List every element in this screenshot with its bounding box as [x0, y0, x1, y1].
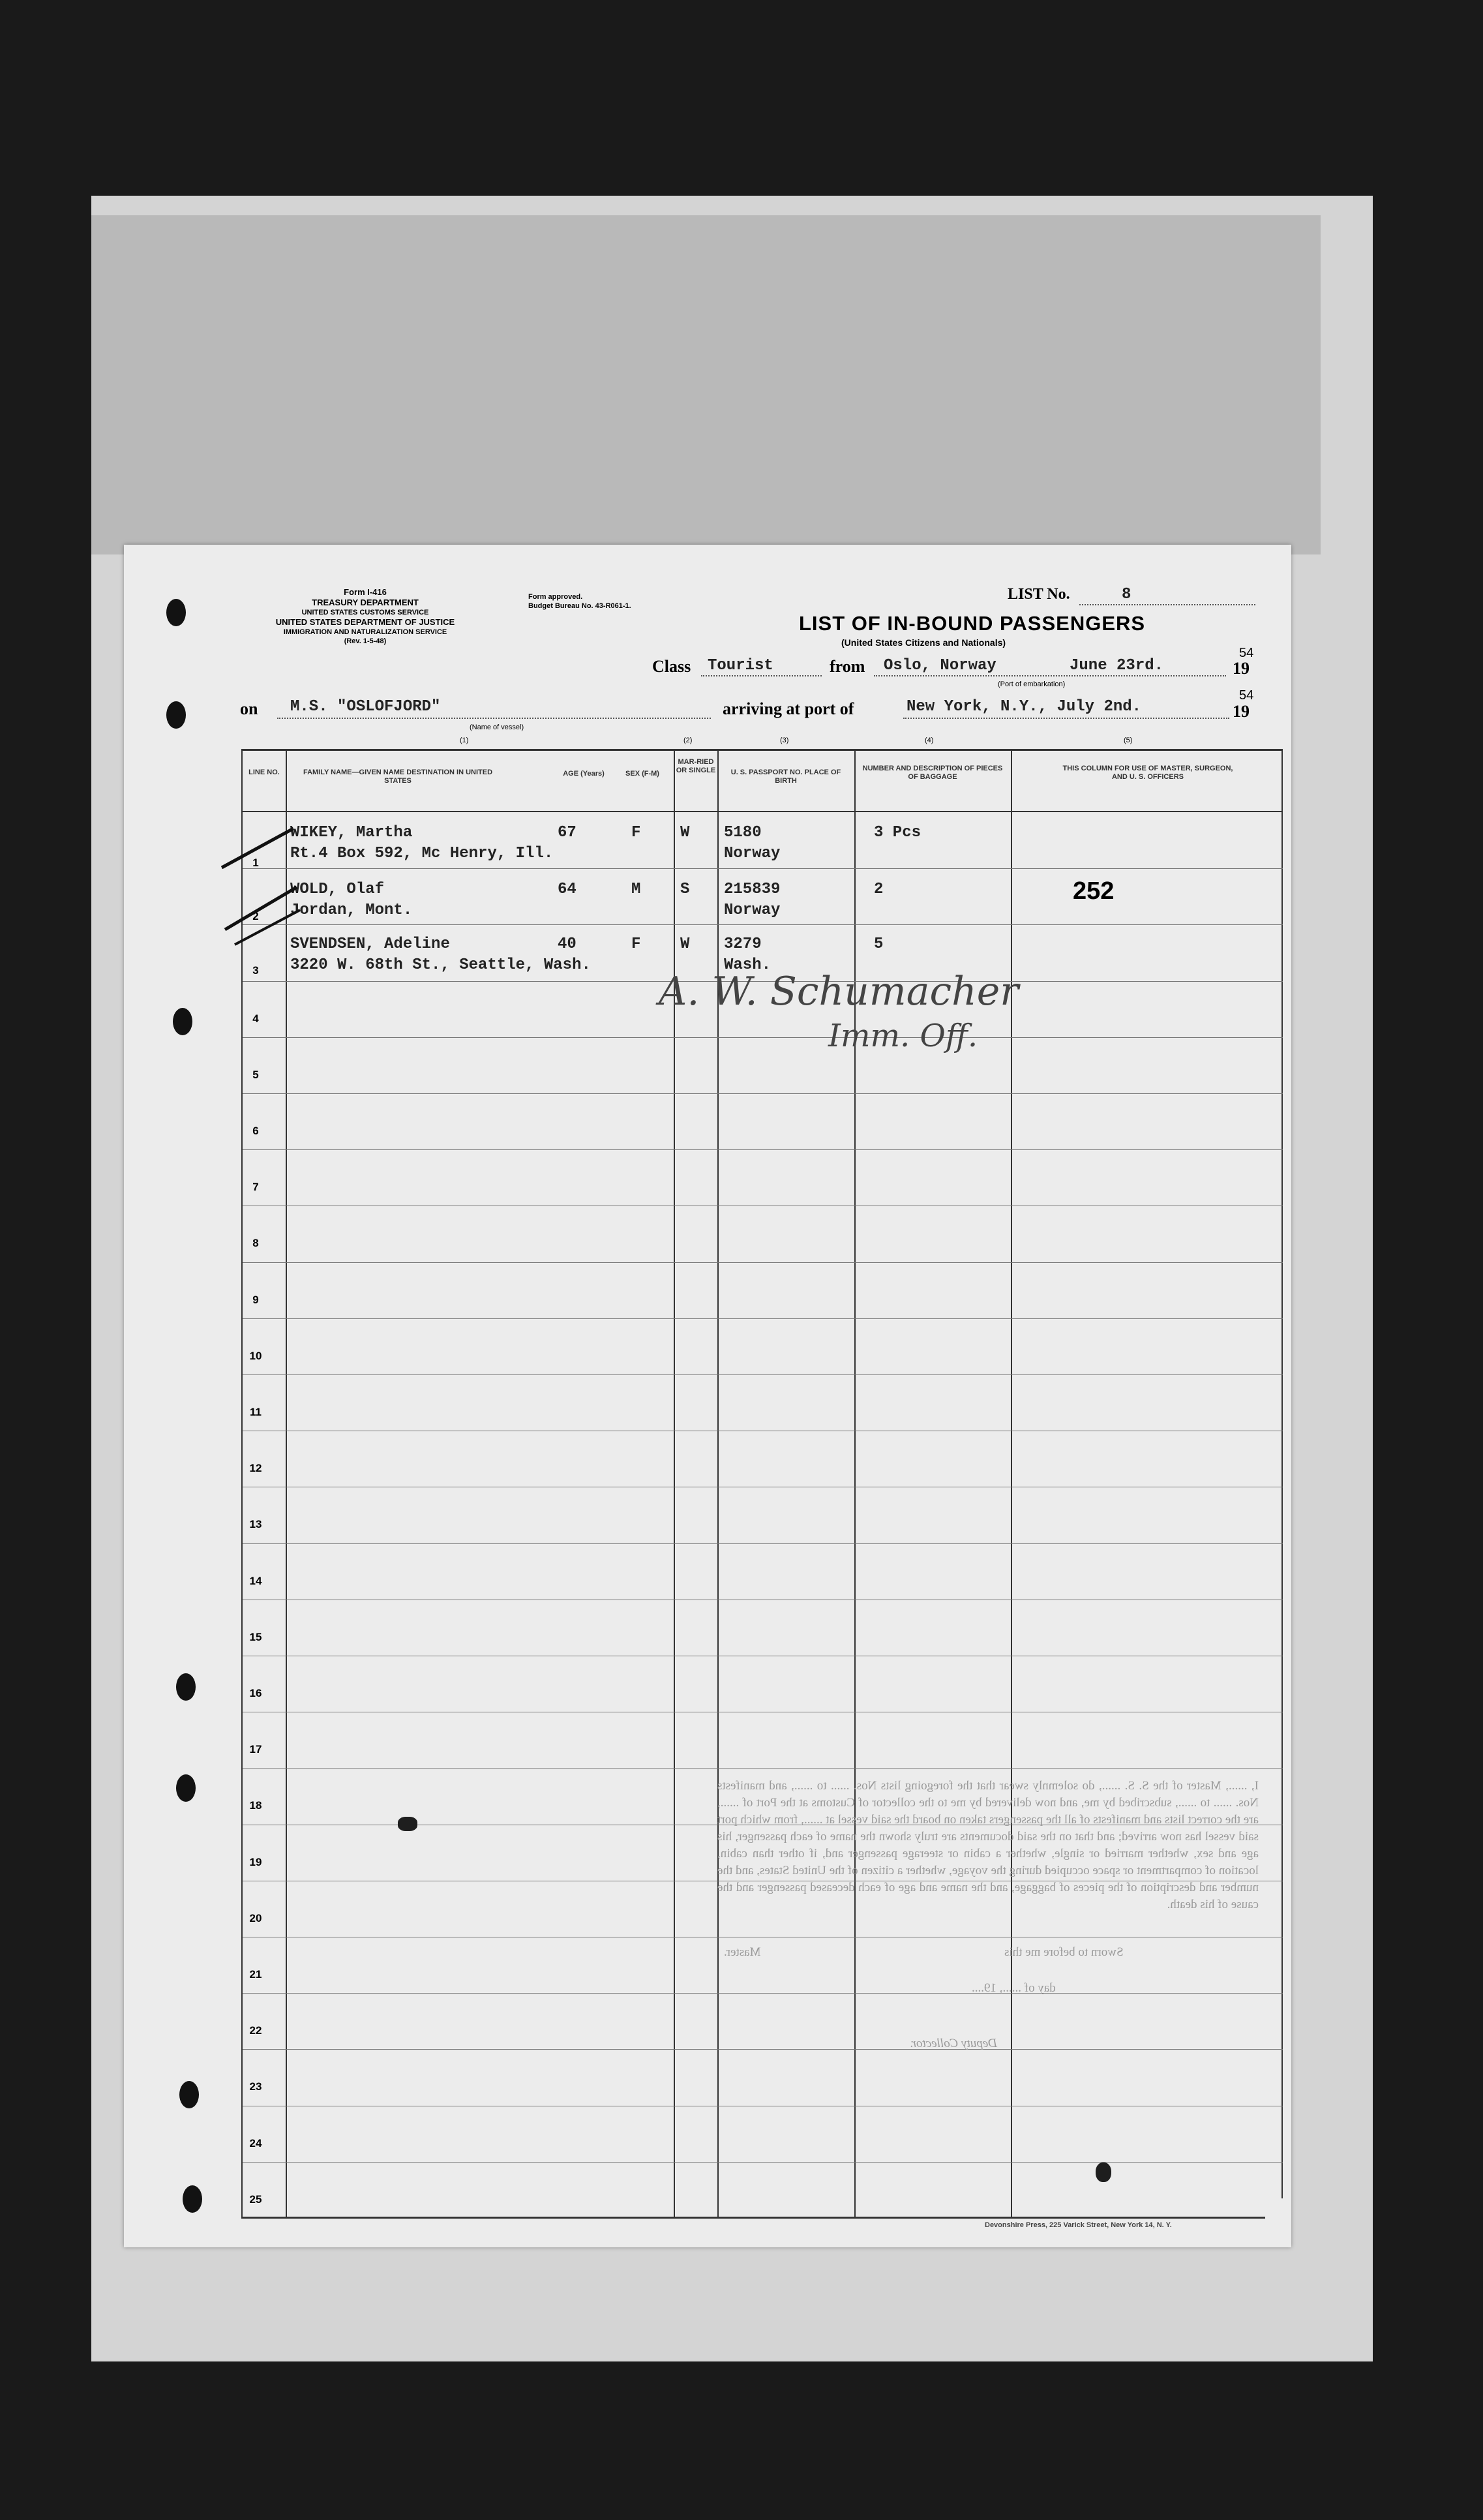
- row-rule: [243, 1374, 1283, 1375]
- embark-port: Oslo, Norway: [884, 657, 996, 675]
- line-number: 17: [249, 1743, 262, 1755]
- vessel-name: M.S. "OSLOFJORD": [290, 698, 441, 716]
- form-number: Form I-416: [344, 587, 387, 597]
- customs-service: UNITED STATES CUSTOMS SERVICE: [301, 609, 429, 616]
- vessel-line: [277, 718, 711, 719]
- line-number: 7: [252, 1181, 259, 1193]
- year-1: 54: [1239, 646, 1254, 660]
- arrival-port: New York, N.Y., July 2nd.: [906, 698, 1142, 716]
- col-number-5: (5): [1124, 736, 1133, 744]
- row-rule: [243, 2049, 1283, 2050]
- line-number: 4: [252, 1012, 259, 1025]
- year-2: 54: [1239, 688, 1254, 703]
- form-title: LIST OF IN-BOUND PASSENGERS: [799, 612, 1146, 635]
- line-number: 13: [249, 1518, 262, 1530]
- passenger-age: 40: [558, 935, 577, 953]
- row-rule: [243, 1093, 1283, 1094]
- binder-hole: [166, 701, 186, 729]
- class-label: Class: [652, 657, 691, 676]
- col-header-name: FAMILY NAME—GIVEN NAME DESTINATION IN UNITED STATES: [303, 768, 493, 785]
- oath-day: day of ......, 19....: [972, 1981, 1056, 1995]
- row-rule: [243, 1149, 1283, 1150]
- passenger-married: S: [680, 881, 690, 898]
- approval-block: [528, 592, 631, 611]
- ins-service: IMMIGRATION AND NATURALIZATION SERVICE: [283, 628, 447, 636]
- passenger-baggage: 3 Pcs: [874, 824, 921, 842]
- line-number: 1: [252, 857, 259, 869]
- form-approved: Form approved.: [528, 593, 583, 601]
- officer-signature: A. W. Schumacher: [659, 969, 1019, 1014]
- passenger-baggage: 5: [874, 935, 884, 953]
- col-number-3: (3): [780, 736, 789, 744]
- line-number: 20: [249, 1912, 262, 1924]
- col-number-1: (1): [460, 736, 469, 744]
- ink-blot: [398, 1817, 417, 1831]
- binder-hole: [176, 1774, 196, 1802]
- class-value: Tourist: [708, 657, 773, 675]
- passenger-destination: Rt.4 Box 592, Mc Henry, Ill.: [290, 845, 554, 862]
- list-no-value: 8: [1122, 586, 1131, 603]
- line-number: 10: [249, 1350, 262, 1362]
- passenger-age: 64: [558, 881, 577, 898]
- manifest-sheet: [124, 545, 1291, 2247]
- treasury-dept: TREASURY DEPARTMENT: [312, 598, 419, 607]
- row-rule: [243, 924, 1283, 925]
- line-number: 22: [249, 2024, 262, 2037]
- list-no-line: [1079, 604, 1255, 605]
- passenger-sex: F: [631, 935, 641, 953]
- overlapping-page: [91, 215, 1321, 554]
- form-agency-block: [248, 587, 483, 646]
- col-header-sex: SEX (F-M): [625, 770, 659, 778]
- line-number: 16: [249, 1687, 262, 1699]
- passenger-birthplace: Norway: [724, 845, 781, 862]
- printer-imprint: Devonshire Press, 225 Varick Street, New York 14, N. Y.: [985, 2221, 1172, 2229]
- form-revision: (Rev. 1-5-48): [344, 637, 387, 645]
- passenger-age: 67: [558, 824, 577, 842]
- departure-date: June 23rd.: [1070, 657, 1164, 675]
- col-header-officers: THIS COLUMN FOR USE OF MASTER, SURGEON, AND U. S. OFFICERS: [1062, 765, 1233, 781]
- ink-blot: [1096, 2163, 1111, 2182]
- line-number: 21: [249, 1968, 262, 1981]
- binder-hole: [166, 599, 186, 626]
- col-header-passport: U. S. PASSPORT NO. PLACE OF BIRTH: [730, 768, 841, 785]
- year-prefix-1: 19: [1233, 659, 1250, 678]
- col-header-age: AGE (Years): [563, 770, 605, 778]
- binder-hole: [179, 2081, 199, 2108]
- oath-deputy: Deputy Collector.: [910, 2037, 998, 2050]
- line-number: 11: [250, 1406, 262, 1418]
- passenger-destination: Jordan, Mont.: [290, 902, 413, 919]
- line-number: 6: [252, 1125, 259, 1137]
- from-line: [874, 675, 1226, 676]
- line-number: 18: [249, 1799, 262, 1812]
- passenger-sex: F: [631, 824, 641, 842]
- justice-dept: UNITED STATES DEPARTMENT OF JUSTICE: [275, 617, 455, 627]
- col-divider: [286, 750, 287, 2218]
- passenger-married: W: [680, 824, 690, 842]
- officer-number: 252: [1073, 877, 1115, 905]
- line-number: 15: [249, 1631, 262, 1643]
- passenger-sex: M: [631, 881, 641, 898]
- port-embark-note: (Port of embarkation): [998, 680, 1066, 688]
- passenger-name: WIKEY, Martha: [290, 824, 413, 842]
- oath-text: I, ......, Master of the S. S. ......, do solemnly swear that the foregoing lists Nos. ...... to ......, and manifests Nos. ...... to ......, subscribed by me, and now delivered by me to the collector of Customs at the Port of ......, are the correct lists and manifests of all the passengers taken on board the said vessel at ......, from which port said vessel has now arrived; and that on the said documents are truly shown the name of each passenger, his age and sex, whether married or single, whether a cabin or steerage passenger and, if other than cabin, location of compartment or space occupied during the voyage, whether a citizen of the United States, and the number and description of the pieces of baggage, and the name and age of each deceased passenger and the cause of his death.: [717, 1779, 1259, 1911]
- binder-hole: [183, 2185, 202, 2213]
- passenger-birthplace: Norway: [724, 902, 781, 919]
- passenger-destination: 3220 W. 68th St., Seattle, Wash.: [290, 956, 591, 974]
- binder-hole: [173, 1008, 192, 1035]
- col-header-line: LINE NO.: [248, 768, 280, 776]
- passenger-passport: 5180: [724, 824, 762, 842]
- row-rule: [243, 1318, 1283, 1319]
- year-prefix-2: 19: [1233, 702, 1250, 721]
- row-rule: [243, 1543, 1283, 1544]
- binder-hole: [176, 1673, 196, 1701]
- arriving-label: arriving at port of: [723, 699, 854, 718]
- col-divider: [1281, 750, 1283, 2198]
- on-label: on: [240, 699, 258, 718]
- check-mark-icon: [215, 815, 307, 946]
- oath-sworn: Sworn to before me this: [1004, 1945, 1124, 1959]
- passenger-birthplace: Wash.: [724, 956, 771, 974]
- line-number: 23: [249, 2080, 262, 2093]
- passenger-name: WOLD, Olaf: [290, 881, 385, 898]
- line-number: 2: [252, 910, 259, 922]
- line-number: 3: [252, 964, 259, 977]
- line-number: 9: [252, 1294, 259, 1306]
- line-number: 12: [249, 1462, 262, 1474]
- form-subtitle: (United States Citizens and Nationals): [841, 637, 1006, 648]
- row-rule: [243, 2162, 1283, 2163]
- from-label: from: [830, 657, 865, 676]
- passenger-passport: 215839: [724, 881, 781, 898]
- table-header-rule: [241, 811, 1283, 812]
- row-rule: [243, 1768, 1283, 1769]
- line-number: 19: [249, 1856, 262, 1868]
- row-rule: [243, 1262, 1283, 1263]
- passenger-baggage: 2: [874, 881, 884, 898]
- row-rule: [243, 1993, 1283, 1994]
- col-header-married: MAR-RIED OR SINGLE: [676, 758, 716, 774]
- line-number: 8: [252, 1237, 259, 1249]
- col-number-2: (2): [683, 736, 693, 744]
- passenger-passport: 3279: [724, 935, 762, 953]
- line-number: 24: [249, 2137, 262, 2149]
- row-rule: [243, 1037, 1283, 1038]
- vessel-note: (Name of vessel): [470, 723, 524, 731]
- line-number: 14: [249, 1575, 262, 1587]
- oath-master: Master.: [724, 1945, 761, 1959]
- passenger-name: SVENDSEN, Adeline: [290, 935, 450, 953]
- officer-title: Imm. Off.: [828, 1018, 978, 1054]
- table-top-rule: [241, 749, 1283, 751]
- col-number-4: (4): [925, 736, 934, 744]
- list-no-label: LIST No.: [1008, 586, 1070, 603]
- line-number: 25: [249, 2193, 262, 2206]
- class-line: [701, 675, 822, 676]
- table-bottom-rule: [241, 2217, 1265, 2219]
- col-header-baggage: NUMBER AND DESCRIPTION OF PIECES OF BAGGAGE: [862, 765, 1003, 781]
- budget-bureau: Budget Bureau No. 43-R061-1.: [528, 602, 631, 610]
- passenger-married: W: [680, 935, 690, 953]
- arrival-line: [903, 718, 1229, 719]
- row-rule: [243, 868, 1283, 869]
- line-number: 5: [252, 1069, 259, 1081]
